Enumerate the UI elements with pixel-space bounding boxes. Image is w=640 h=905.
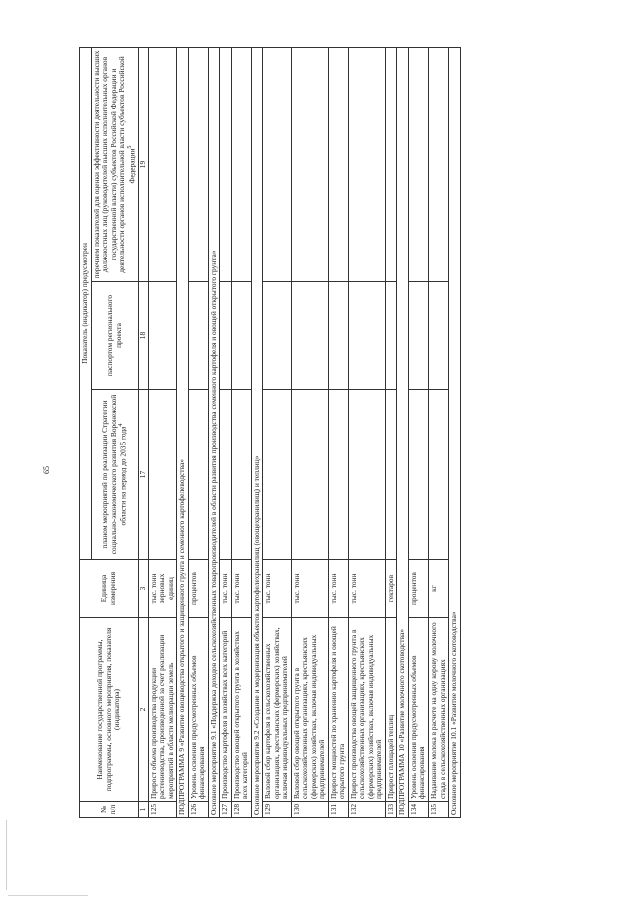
table-row <box>263 47 292 817</box>
empty-cell <box>263 282 292 390</box>
row-number: 133 <box>385 802 397 818</box>
row-number: 134 <box>408 802 428 818</box>
empty-cell <box>429 390 449 560</box>
empty-cell <box>148 390 177 560</box>
row-number: 129 <box>263 802 292 818</box>
indicators-table <box>79 47 461 818</box>
table-row <box>328 47 348 817</box>
table-row <box>148 47 177 817</box>
indicator-name: Прирост производства овощей защищенного грунта в сельскохозяйственных организациях, крестьянских (фермерских) хозяйствах, включая индивидуальных предпринимателей <box>348 618 385 802</box>
table-row <box>220 47 232 817</box>
rotated-page-content <box>79 48 599 818</box>
unit-cell: гектаров <box>385 560 397 618</box>
empty-cell <box>328 282 348 390</box>
indicator-name: Валовой сбор картофеля в сельскохозяйственных организациях, крестьянских (фермерских) хозяйствах, включая индивидуальных предпринимателей <box>263 618 292 802</box>
table-row <box>408 47 428 817</box>
empty-cell <box>408 390 428 560</box>
empty-cell <box>385 282 397 390</box>
empty-cell <box>188 47 208 281</box>
section-title: Основное мероприятие 9.2 «Создание и модернизация объектов картофелехранилищ (овощехранилищ) и теплиц» <box>251 47 263 817</box>
table-row <box>385 47 397 817</box>
empty-cell <box>231 390 251 560</box>
header-regional-project: паспортом регионального проекта <box>91 282 138 390</box>
section-title: Основное мероприятие 9.1 «Поддержка доходов сельскохозяйственных товаропроизводителей в области развития производства семенного картофеля и овощей открытого грунта» <box>208 47 220 817</box>
row-number: 127 <box>220 802 232 818</box>
section-row <box>397 47 409 817</box>
section-row <box>251 47 263 817</box>
col-number: 17 <box>138 390 148 560</box>
scan-artifact <box>6 820 7 890</box>
unit-cell: тыс. тонн <box>348 560 385 618</box>
unit-cell: тыс. тонн <box>220 560 232 618</box>
empty-cell <box>385 47 397 281</box>
unit-cell: кг <box>429 560 449 618</box>
header-name: Наименование государственной программы, подпрограммы, основного мероприятия, показателя (индикатора) <box>80 618 139 802</box>
indicator-name: Производство овощей открытого грунта в хозяйствах всех категорий <box>231 618 251 802</box>
row-number: 128 <box>231 802 251 818</box>
empty-cell <box>348 282 385 390</box>
indicator-name: Валовой сбор овощей открытого грунта в сельскохозяйственных организациях, крестьянских (фермерских) хозяйствах, включая индивидуальных предпринимателей <box>291 618 328 802</box>
indicator-name: Прирост мощностей по хранению картофеля и овощей открытого грунта <box>328 618 348 802</box>
empty-cell <box>220 282 232 390</box>
table-row <box>429 47 449 817</box>
indicator-name: Прирост площадей теплиц <box>385 618 397 802</box>
indicator-name: Надаивание молока в расчете на одну корову молочного стада в сельскохозяйственных организациях <box>429 618 449 802</box>
empty-cell <box>408 282 428 390</box>
empty-cell <box>148 47 177 281</box>
section-row <box>449 47 461 817</box>
empty-cell <box>188 282 208 390</box>
empty-cell <box>231 47 251 281</box>
section-title: ПОДПРОГРАММА 9 «Развитие овощеводства открытого и защищенного грунта и семенного картофелеводства» <box>177 47 189 817</box>
row-number: 132 <box>348 802 385 818</box>
empty-cell <box>408 47 428 281</box>
row-number: 135 <box>429 802 449 818</box>
unit-cell: процентов <box>408 560 428 618</box>
empty-cell <box>220 390 232 560</box>
section-row <box>177 47 189 817</box>
empty-cell <box>328 47 348 281</box>
col-number: 3 <box>138 560 148 618</box>
empty-cell <box>291 390 328 560</box>
section-title: ПОДПРОГРАММА 10 «Развитие молочного скотоводства» <box>397 47 409 817</box>
empty-cell <box>348 47 385 281</box>
section-row <box>208 47 220 817</box>
table-row <box>231 47 251 817</box>
col-number: 2 <box>138 618 148 802</box>
empty-cell <box>429 282 449 390</box>
scan-artifact <box>8 895 88 896</box>
unit-cell: процентов <box>188 560 208 618</box>
header-strategy-plan: планом мероприятий по реализации Стратегии социально-экономического развития Воронежской области на период до 2035 года$^4$ <box>91 390 138 560</box>
empty-cell <box>291 47 328 281</box>
empty-cell <box>220 47 232 281</box>
empty-cell <box>188 390 208 560</box>
indicator-name: Уровень освоения предусмотренных объемов финансирования <box>408 618 428 802</box>
table-row <box>188 47 208 817</box>
unit-cell: тыс. тонн <box>291 560 328 618</box>
empty-cell <box>429 47 449 281</box>
section-title: Основное мероприятие 10.1 «Развитие молочного скотоводства» <box>449 47 461 817</box>
header-unit: Единица измерения <box>80 560 139 618</box>
empty-cell <box>231 282 251 390</box>
col-number: 19 <box>138 47 148 281</box>
row-number: 130 <box>291 802 328 818</box>
col-number: 18 <box>138 282 148 390</box>
unit-cell: тыс. тонн <box>328 560 348 618</box>
unit-cell: тыс. тонн зерновых единиц <box>148 560 177 618</box>
table-row <box>348 47 385 817</box>
indicator-name: Прирост объема производства продукции растениеводства, произведенной за счет реализации мероприятий в области мелиорации земель <box>148 618 177 802</box>
empty-cell <box>263 390 292 560</box>
empty-cell <box>348 390 385 560</box>
col-number: 1 <box>138 802 148 818</box>
table-row <box>291 47 328 817</box>
empty-cell <box>291 282 328 390</box>
row-number: 131 <box>328 802 348 818</box>
empty-cell <box>385 390 397 560</box>
unit-cell: тыс. тонн <box>263 560 292 618</box>
header-indicator-group: Показатель (индикатор) предусмотрен <box>80 47 92 559</box>
page-number: 65 <box>42 466 51 474</box>
indicator-name: Производство картофеля в хозяйствах всех категорий <box>220 618 232 802</box>
row-number: 126 <box>188 802 208 818</box>
indicator-name: Уровень освоения предусмотренных объемов финансирования <box>188 618 208 802</box>
empty-cell <box>148 282 177 390</box>
header-efficiency-list: перечнем показателей для оценки эффективности деятельности высших должностных лиц (руководителей высших исполнительных органов государственной власти) субъектов Российской Федерации и деятельности органов исполнительной власти субъектов Российской Федерации$^5$ <box>91 47 138 281</box>
empty-cell <box>263 47 292 281</box>
empty-cell <box>328 390 348 560</box>
header-no: № п/п <box>80 802 139 818</box>
unit-cell: тыс. тонн <box>231 560 251 618</box>
row-number: 125 <box>148 802 177 818</box>
